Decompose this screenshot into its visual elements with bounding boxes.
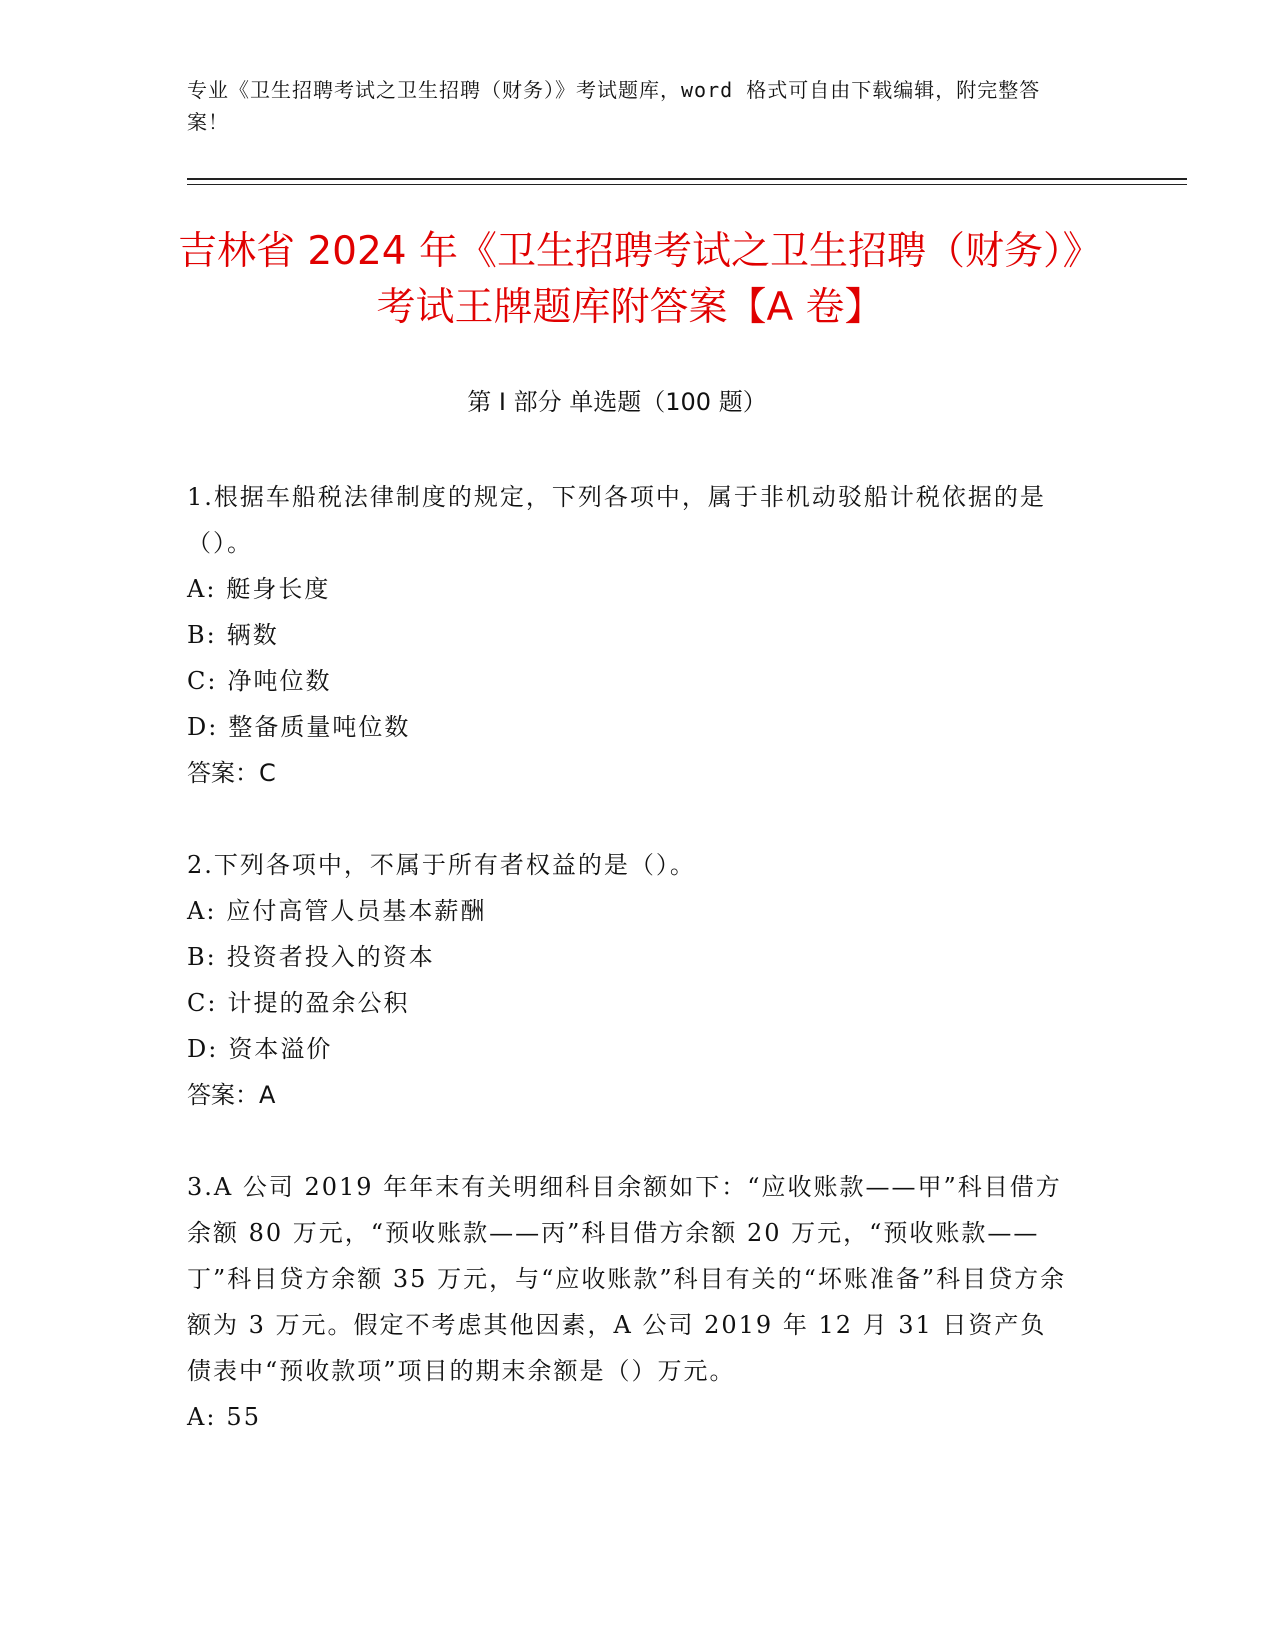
option-text: 投资者投入的资本 <box>226 943 435 971</box>
option-text: 资本溢价 <box>228 1035 333 1063</box>
option-text: 应付高管人员基本薪酬 <box>226 897 487 925</box>
option-c <box>187 980 1067 1026</box>
option-b <box>187 612 1067 658</box>
section-heading: 第 I 部分 单选题（100 题） <box>467 388 767 416</box>
header-divider-thin <box>187 184 1187 185</box>
option-key: C: <box>187 667 218 695</box>
option-key: A: <box>187 1403 217 1431</box>
option-text: 整备质量吨位数 <box>228 713 411 741</box>
question-stem: 1.根据车船税法律制度的规定，下列各项中，属于非机动驳船计税依据的是（）。 <box>187 483 1046 557</box>
question-1 <box>187 474 1067 796</box>
option-key: D: <box>187 713 219 741</box>
option-key: C: <box>187 989 218 1017</box>
option-d <box>187 1026 1067 1072</box>
option-a <box>187 1394 1067 1440</box>
option-a <box>187 566 1067 612</box>
answer-line: 答案：A <box>187 1081 276 1109</box>
option-text: 辆数 <box>226 621 279 649</box>
header-divider-thick <box>187 178 1187 180</box>
option-c <box>187 658 1067 704</box>
option-d <box>187 704 1067 750</box>
question-stem: 3.A 公司 2019 年年末有关明细科目余额如下：“应收账款——甲”科目借方余额 80 万元，“预收账款——丙”科目借方余额 20 万元，“预收账款——丁”科目贷方余额 35 万元，与“应收账款”科目有关的“坏账准备”科目贷方余额为 3 万元。假定不考虑其他因素，A 公司 2019 年 12 月 31 日资产负债表中“预收款项”项目的期末余额是（）万元。 <box>187 1173 1067 1385</box>
option-b <box>187 934 1067 980</box>
option-text: 55 <box>226 1403 261 1431</box>
option-key: A: <box>187 897 217 925</box>
option-a <box>187 888 1067 934</box>
question-stem: 2.下列各项中，不属于所有者权益的是（）。 <box>187 851 696 879</box>
question-3 <box>187 1164 1067 1440</box>
header-note: 专业《卫生招聘考试之卫生招聘（财务）》考试题库，word 格式可自由下载编辑，附完整答案！ <box>187 78 1041 134</box>
option-text: 艇身长度 <box>226 575 331 603</box>
answer-line: 答案：C <box>187 759 276 787</box>
question-2 <box>187 842 1067 1118</box>
option-text: 净吨位数 <box>227 667 332 695</box>
document-title: 吉林省 2024 年《卫生招聘考试之卫生招聘（财务）》考试王牌题库附答案【A 卷】 <box>177 229 1083 330</box>
option-key: B: <box>187 621 217 649</box>
option-key: A: <box>187 575 217 603</box>
option-key: B: <box>187 943 217 971</box>
question-list <box>187 474 1067 1486</box>
option-text: 计提的盈余公积 <box>227 989 410 1017</box>
option-key: D: <box>187 1035 219 1063</box>
